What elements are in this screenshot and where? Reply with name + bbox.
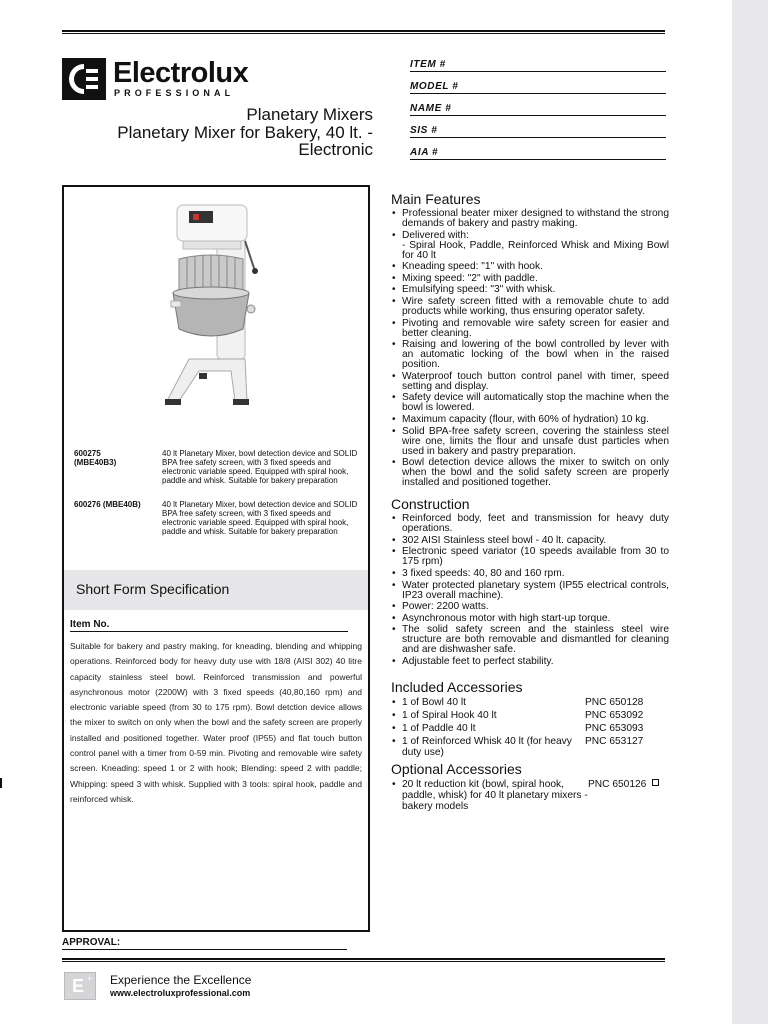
feature-item: • Raising and lowering of the bowl controlled by lever with an automatic locking of the bowl when in the raised position.	[391, 340, 669, 370]
feature-item: • Professional beater mixer designed to withstand the strong demands of bakery and pastry making.	[391, 209, 669, 229]
accessory-row	[391, 697, 669, 708]
accessory-name: 1 of Spiral Hook 40 lt	[402, 709, 497, 721]
feature-item: • Bowl detection device allows the mixer to switch on only when the bowl and the solid safety screen are properly installed and positioned together.	[391, 458, 669, 488]
construction-item: • 302 AISI Stainless steel bowl - 40 lt. capacity.	[391, 536, 669, 546]
planetary-mixer-image	[159, 201, 274, 411]
feature-item: • Kneading speed: "1" with hook.	[391, 262, 669, 272]
accessory-row	[391, 736, 669, 758]
item-fields	[410, 50, 666, 160]
main-features-title: Main Features	[391, 191, 481, 207]
accessory-pnc: PNC 653093	[585, 722, 644, 734]
accessory-name: 1 of Reinforced Whisk 40 lt (for heavy duty use)	[402, 735, 572, 758]
short-form-header	[64, 570, 368, 610]
electrolux-logo-icon	[62, 58, 106, 100]
field-sis[interactable]: SIS #	[410, 116, 666, 138]
checkbox-icon[interactable]	[652, 779, 659, 786]
construction-item: • Asynchronous motor with high start-up torque.	[391, 614, 669, 624]
construction-item: • Water protected planetary system (IP55 electrical controls, IP23 overall machine).	[391, 581, 669, 601]
short-form-text: Suitable for bakery and pastry making, for kneading, blending and whipping operations. Reinforced body for heavy duty use with 18/8 (AISI 302) 40 litre capacity stainless steel bowl. Reinforced transmission and powerful asynchronous motor (2200W) with 3 fixed speeds (40,80,160 rpm) and electronic variable speed (from 30 to 175 rpm). Bowl detction device allows the mixer to switch on only when the bowl and the safety screen are properly installed and positioned together. Water proof (IP55) and flat touch button control panel with a timer from 0-59 min. Pivoting and removable wire safety screen. Kneading: speed 1 or 2 with hook; Blending: speed 2 with paddle; Whipping: speed 3 with whisk. Supplied with 3 tools: spiral hook, paddle and reinforced whisk.	[70, 641, 362, 804]
field-model[interactable]: MODEL #	[410, 72, 666, 94]
field-name[interactable]: NAME #	[410, 94, 666, 116]
footer-tagline: Experience the Excellence	[110, 973, 252, 987]
feature-item: • Solid BPA-free safety screen, covering the stainless steel wire one, limits the flour and unsafe dust particles when used in bakery and pastry preparation.	[391, 427, 669, 457]
accessory-row	[391, 723, 669, 734]
feature-item: • Emulsifying speed: "3" with whisk.	[391, 285, 669, 295]
excellence-badge-icon: E +	[64, 972, 96, 1000]
optional-accessories-title: Optional Accessories	[391, 760, 522, 777]
product-panel	[62, 185, 370, 932]
feature-item: • Wire safety screen fitted with a removable chute to add products while working, thus ensuring operator safety.	[391, 297, 669, 317]
accessory-row	[391, 779, 669, 812]
product-code-description: 40 lt Planetary Mixer, bowl detection device and SOLID BPA free safety screen, with 3 fixed speeds and electronic variable speed. Equipped with spiral hook, paddle and whisk. Suitable for bakery preparation	[162, 500, 358, 536]
construction-item: • Electronic speed variator (10 speeds available from 30 to 175 rpm)	[391, 547, 669, 567]
doc-title-line-3: Electronic	[298, 140, 373, 159]
feature-item: • Pivoting and removable wire safety screen for easier and better cleaning.	[391, 319, 669, 339]
construction-item: • Power: 2200 watts.	[391, 602, 669, 612]
field-item[interactable]: ITEM #	[410, 50, 666, 72]
approval-label: APPROVAL:	[62, 937, 347, 950]
product-code-description: 40 lt Planetary Mixer, bowl detection device and SOLID BPA free safety screen, with 3 fixed speeds and electronic variable speed. Equipped with spiral hook, paddle and whisk. Suitable for bakery preparation	[162, 449, 358, 485]
feature-item: • Delivered with: - Spiral Hook, Paddle, Reinforced Whisk and Mixing Bowl for 40 lt	[391, 231, 669, 261]
footer-url-link[interactable]: www.electroluxprofessional.com	[110, 988, 251, 998]
accessory-pnc: PNC 650126	[588, 778, 647, 790]
construction-title: Construction	[391, 496, 470, 513]
doc-title-line-1: Planetary Mixers	[246, 105, 373, 124]
features-column	[391, 191, 669, 814]
feature-item: • Safety device will automatically stop the machine when the bowl is lowered.	[391, 393, 669, 413]
feature-subitem: - Spiral Hook, Paddle, Reinforced Whisk and Mixing Bowl for 40 lt	[402, 239, 669, 261]
bottom-rule	[62, 958, 665, 962]
accessory-pnc: PNC 653127	[585, 735, 644, 747]
brand-name: Electrolux	[113, 57, 249, 89]
top-rule	[62, 30, 665, 34]
accessory-row	[391, 710, 669, 721]
feature-item: • Maximum capacity (flour, with 60% of hydration) 10 kg.	[391, 415, 669, 425]
construction-item: • Adjustable feet to perfect stability.	[391, 657, 669, 667]
item-no-label: Item No.	[70, 619, 348, 632]
product-code: 600275 (MBE40B3)	[74, 449, 117, 467]
main-features-list	[391, 209, 669, 488]
product-code: 600276 (MBE40B)	[74, 500, 141, 509]
accessory-pnc: PNC 650128	[585, 696, 644, 708]
feature-item: • Mixing speed: "2" with paddle.	[391, 274, 669, 284]
construction-item: • 3 fixed speeds: 40, 80 and 160 rpm.	[391, 569, 669, 579]
accessory-name: 20 lt reduction kit (bowl, spiral hook, paddle, whisk) for 40 lt planetary mixers - bakery models	[402, 778, 588, 812]
field-aia[interactable]: AIA #	[410, 138, 666, 160]
accessory-pnc: PNC 653092	[585, 709, 644, 721]
accessory-name: 1 of Bowl 40 lt	[402, 696, 466, 708]
edge-mark	[0, 778, 2, 788]
short-form-title: Short Form Specification	[76, 581, 230, 597]
construction-item: • The solid safety screen and the stainless steel wire structure are both removable and dismantled for cleaning and are dishwasher safe.	[391, 625, 669, 655]
accessory-name: 1 of Paddle 40 lt	[402, 722, 476, 734]
doc-title-line-2: Planetary Mixer for Bakery, 40 lt. -	[117, 123, 373, 142]
brand-subtitle: PROFESSIONAL	[114, 88, 235, 98]
construction-item: • Reinforced body, feet and transmission for heavy duty operations.	[391, 514, 669, 534]
feature-item: • Waterproof touch button control panel with timer, speed setting and display.	[391, 372, 669, 392]
page-margin-strip	[732, 0, 768, 1024]
construction-list	[391, 514, 669, 667]
included-accessories-title: Included Accessories	[391, 678, 523, 695]
